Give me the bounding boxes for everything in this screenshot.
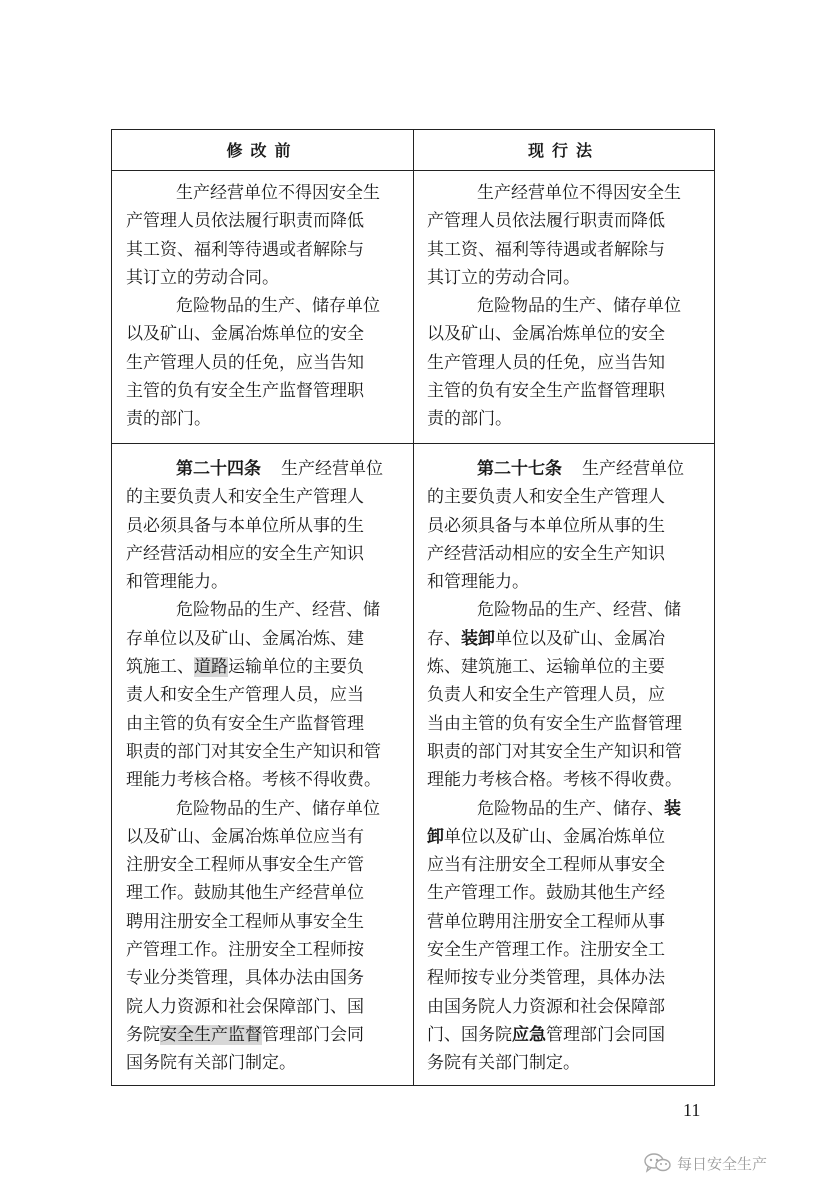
right-row1-para2: 危险物品的生产、储存单位 以及矿山、金属冶炼单位的安全 生产管理人员的任免，应当告知 主管的负有安全生产监督管理职 责的部门。 — [427, 296, 681, 430]
left-row2-para1: 第二十四条 生产经营单位 的主要负责人和安全生产管理人 员必须具备与本单位所从事的生 产经营活动相应的安全生产知识 和管理能力。 — [126, 459, 383, 593]
added-text-bold: 装卸 — [461, 628, 495, 649]
right-row2-para3: 危险物品的生产、储存、装 卸单位以及矿山、金属冶炼单位 应当有注册安全工程师从事安全 生产管理工作。鼓励其他生产经 营单位聘用注册安全工程师从事 安全生产管理工作。注册安全工 程师按专业分类管理，具体办法 由国务院人力资源和社会保障部 门、国务院应急管理部门会同国 务院有关部门制定。 — [427, 798, 681, 1074]
deleted-text-highlight: 安全生产监督 — [160, 1024, 262, 1045]
added-text-bold: 卸 — [427, 826, 444, 847]
header-current-law: 现行法 — [527, 141, 600, 160]
added-text-bold: 应急 — [512, 1024, 546, 1045]
left-row2-para2: 危险物品的生产、经营、储 存单位以及矿山、金属冶炼、建 筑施工、道路运输单位的主要负 责人和安全生产管理人员，应当 由主管的负有安全生产监督管理 职责的部门对其安全生产知识和管 理能力考核合格。考核不得收费。 — [126, 600, 381, 791]
left-row1-cell — [126, 179, 380, 434]
right-row1-cell — [427, 179, 681, 434]
right-row2-para2: 危险物品的生产、经营、储 存、装卸单位以及矿山、金属冶 炼、建筑施工、运输单位的主要 负责人和安全生产管理人员，应 当由主管的负有安全生产监督管理 职责的部门对其安全生产知识和管 理能力考核合格。考核不得收费。 — [427, 600, 682, 791]
watermark-text: 每日安全生产 — [677, 1154, 768, 1173]
header-before-amendment: 修改前 — [226, 141, 299, 160]
left-row1-para1: 生产经营单位不得因安全生 产管理人员依法履行职责而降低 其工资、福利等待遇或者解除与 其订立的劳动合同。 — [126, 183, 380, 288]
page-number: 11 — [683, 1100, 701, 1120]
right-row2-cell — [427, 455, 684, 1078]
right-row1-para1: 生产经营单位不得因安全生 产管理人员依法履行职责而降低 其工资、福利等待遇或者解除与 其订立的劳动合同。 — [427, 183, 681, 288]
left-row1-para2: 危险物品的生产、储存单位 以及矿山、金属冶炼单位的安全 生产管理人员的任免，应当告知 主管的负有安全生产监督管理职 责的部门。 — [126, 296, 380, 430]
added-text-bold: 装 — [664, 798, 681, 819]
column-divider — [413, 130, 414, 1085]
header-divider — [112, 170, 714, 171]
comparison-table — [111, 129, 715, 1086]
watermark — [643, 1152, 767, 1174]
article-number: 第二十七条 — [477, 459, 562, 479]
left-row2-para3: 危险物品的生产、储存单位 以及矿山、金属冶炼单位应当有 注册安全工程师从事安全生产管 理工作。鼓励其他生产经营单位 聘用注册安全工程师从事安全生 产管理工作。注册安全工程师按 专业分类管理，具体办法由国务 院人力资源和社会保障部门、国 务院安全生产监督管理部门会同 国务院有关部门制定。 — [126, 798, 380, 1074]
deleted-text-highlight: 道路 — [194, 657, 228, 678]
row-divider — [112, 443, 714, 444]
left-row2-cell — [126, 455, 383, 1078]
article-number: 第二十四条 — [176, 459, 261, 479]
right-row2-para1: 第二十七条 生产经营单位 的主要负责人和安全生产管理人 员必须具备与本单位所从事的生 产经营活动相应的安全生产知识 和管理能力。 — [427, 459, 684, 593]
wechat-icon — [643, 1152, 673, 1174]
